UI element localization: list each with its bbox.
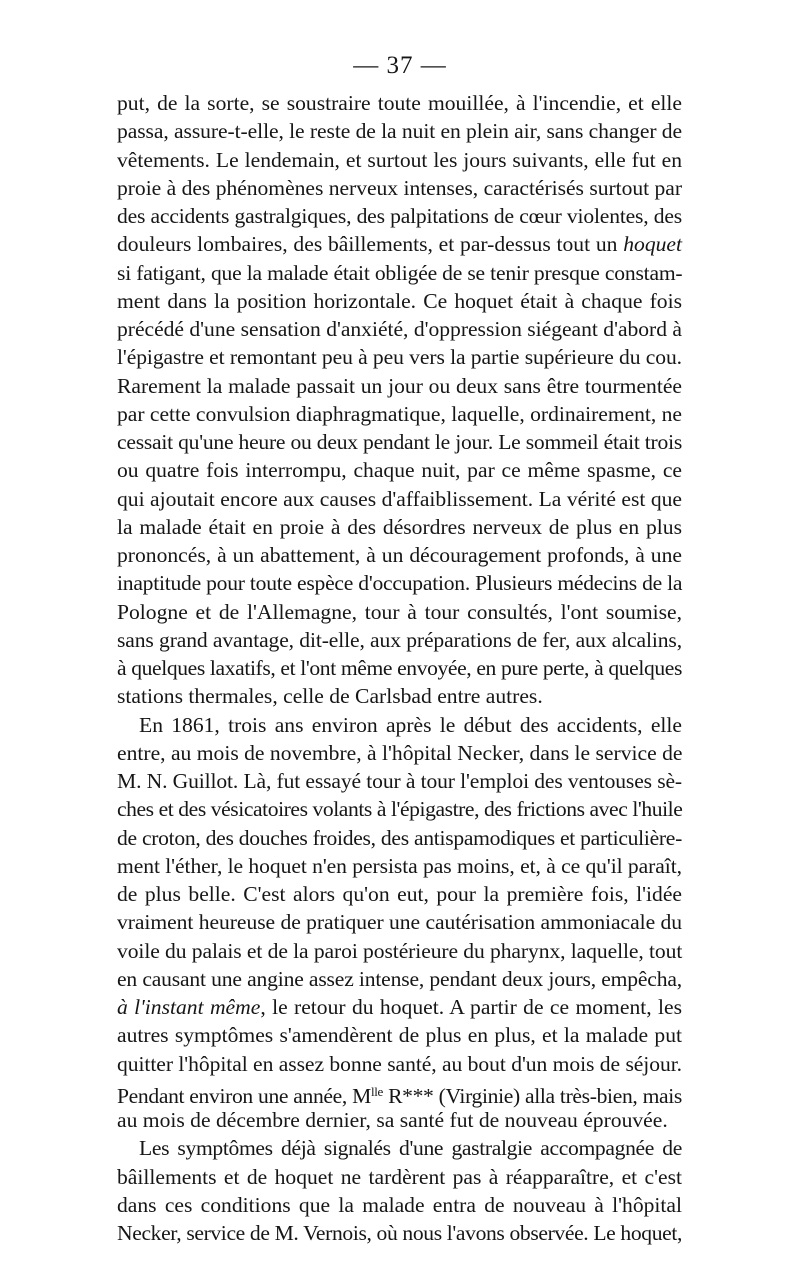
text-line: stations thermales, celle de Carlsbad entre autres. bbox=[117, 684, 543, 709]
text-line: la malade était en proie à des désordres nerveux de plus en plus bbox=[117, 514, 682, 539]
text-line: vraiment heureuse de pratiquer une cautérisation ammoniacale du bbox=[117, 910, 682, 935]
text-line: ches et des vésicatoires volants à l'épigastre, des frictions avec l'huile bbox=[117, 797, 683, 822]
text-line: ment dans la position horizontale. Ce hoquet était à chaque fois bbox=[117, 288, 682, 313]
text-line: voile du palais et de la paroi postérieure du pharynx, laquelle, tout bbox=[117, 938, 683, 963]
text-line: à l'instant même, le retour du hoquet. A partir de ce moment, les bbox=[117, 995, 682, 1019]
text-line: si fatigant, que la malade était obligée de se tenir presque constam- bbox=[117, 260, 683, 285]
text-line: ou quatre fois interrompu, chaque nuit, par ce même spasme, ce bbox=[117, 458, 682, 483]
text-line: entre, au mois de novembre, à l'hôpital Necker, dans le service de bbox=[117, 740, 683, 765]
text-line: inaptitude pour toute espèce d'occupation. Plusieurs médecins de la bbox=[117, 571, 683, 596]
text-line: Pendant environ une année, $M^{lle}$ R*** (Virginie) alla très-bien, mais bbox=[117, 1083, 682, 1108]
text-line: dans ces conditions que la malade entra de nouveau à l'hôpital bbox=[117, 1192, 682, 1217]
text-line: de croton, des douches froides, des antispamodiques et particulière- bbox=[117, 825, 683, 850]
text-line: passa, assure-t-elle, le reste de la nuit en plein air, sans changer de bbox=[117, 119, 682, 144]
text-line: par cette convulsion diaphragmatique, laquelle, ordinairement, ne bbox=[117, 401, 682, 426]
text-line: M. N. Guillot. Là, fut essayé tour à tour l'emploi des ventouses sè- bbox=[117, 769, 682, 793]
text-line: en causant une angine assez intense, pendant deux jours, empêcha, bbox=[117, 966, 682, 991]
text-line: ment l'éther, le hoquet n'en persista pas moins, et, à ce qu'il paraît, bbox=[117, 853, 682, 878]
text-line: Les symptômes déjà signalés d'une gastralgie accompagnée de bbox=[139, 1136, 682, 1161]
text-line: l'épigastre et remontant peu à peu vers la partie supérieure du cou. bbox=[117, 345, 682, 370]
text-line: au mois de décembre dernier, sa santé fut de nouveau éprouvée. bbox=[117, 1108, 668, 1132]
text-line: Rarement la malade passait un jour ou deux sans être tourmentée bbox=[117, 373, 682, 398]
page-number: — 37 — bbox=[353, 52, 447, 79]
text-line: précédé d'une sensation d'anxiété, d'oppression siégeant d'abord à bbox=[117, 317, 682, 341]
text-line: douleurs lombaires, des bâillements, et par-dessus tout un hoquet bbox=[117, 232, 682, 257]
text-line: Pologne et de l'Allemagne, tour à tour consultés, l'ont soumise, bbox=[117, 599, 682, 624]
italic-phrase: à l'instant même bbox=[117, 995, 261, 1019]
text-line: put, de la sorte, se soustraire toute mouillée, à l'incendie, et elle bbox=[117, 91, 682, 115]
text-line: En 1861, trois ans environ après le début des accidents, elle bbox=[139, 712, 682, 737]
italic-phrase: hoquet bbox=[623, 232, 682, 257]
text-line: bâillements et de hoquet ne tardèrent pas à réapparaître, et c'est bbox=[117, 1164, 682, 1189]
text-line: sans grand avantage, dit-elle, aux préparations de fer, aux alcalins, bbox=[117, 627, 682, 652]
text-line: à quelques laxatifs, et l'ont même envoyée, en pure perte, à quelques bbox=[117, 656, 682, 680]
text-line: des accidents gastralgiques, des palpitations de cœur violentes, des bbox=[117, 204, 682, 228]
text-line: cessait qu'une heure ou deux pendant le jour. Le sommeil était trois bbox=[117, 430, 682, 454]
text-line: prononcés, à un abattement, à un découragement profonds, à une bbox=[117, 543, 682, 567]
body-text bbox=[117, 89, 682, 1247]
text-line: quitter l'hôpital en assez bonne santé, au bout d'un mois de séjour. bbox=[117, 1051, 682, 1076]
text-line: autres symptômes s'amendèrent de plus en plus, et la malade put bbox=[117, 1023, 682, 1048]
text-line: vêtements. Le lendemain, et surtout les jours suivants, elle fut en bbox=[117, 147, 682, 172]
text-line: Necker, service de M. Vernois, où nous l'avons observée. Le hoquet, bbox=[117, 1221, 682, 1245]
superscript: lle bbox=[370, 1083, 383, 1099]
text-line: qui ajoutait encore aux causes d'affaiblissement. La vérité est que bbox=[117, 486, 682, 511]
text-line: de plus belle. C'est alors qu'on eut, pour la première fois, l'idée bbox=[117, 882, 682, 906]
text-line: proie à des phénomènes nerveux intenses, caractérisés surtout par bbox=[117, 175, 682, 200]
